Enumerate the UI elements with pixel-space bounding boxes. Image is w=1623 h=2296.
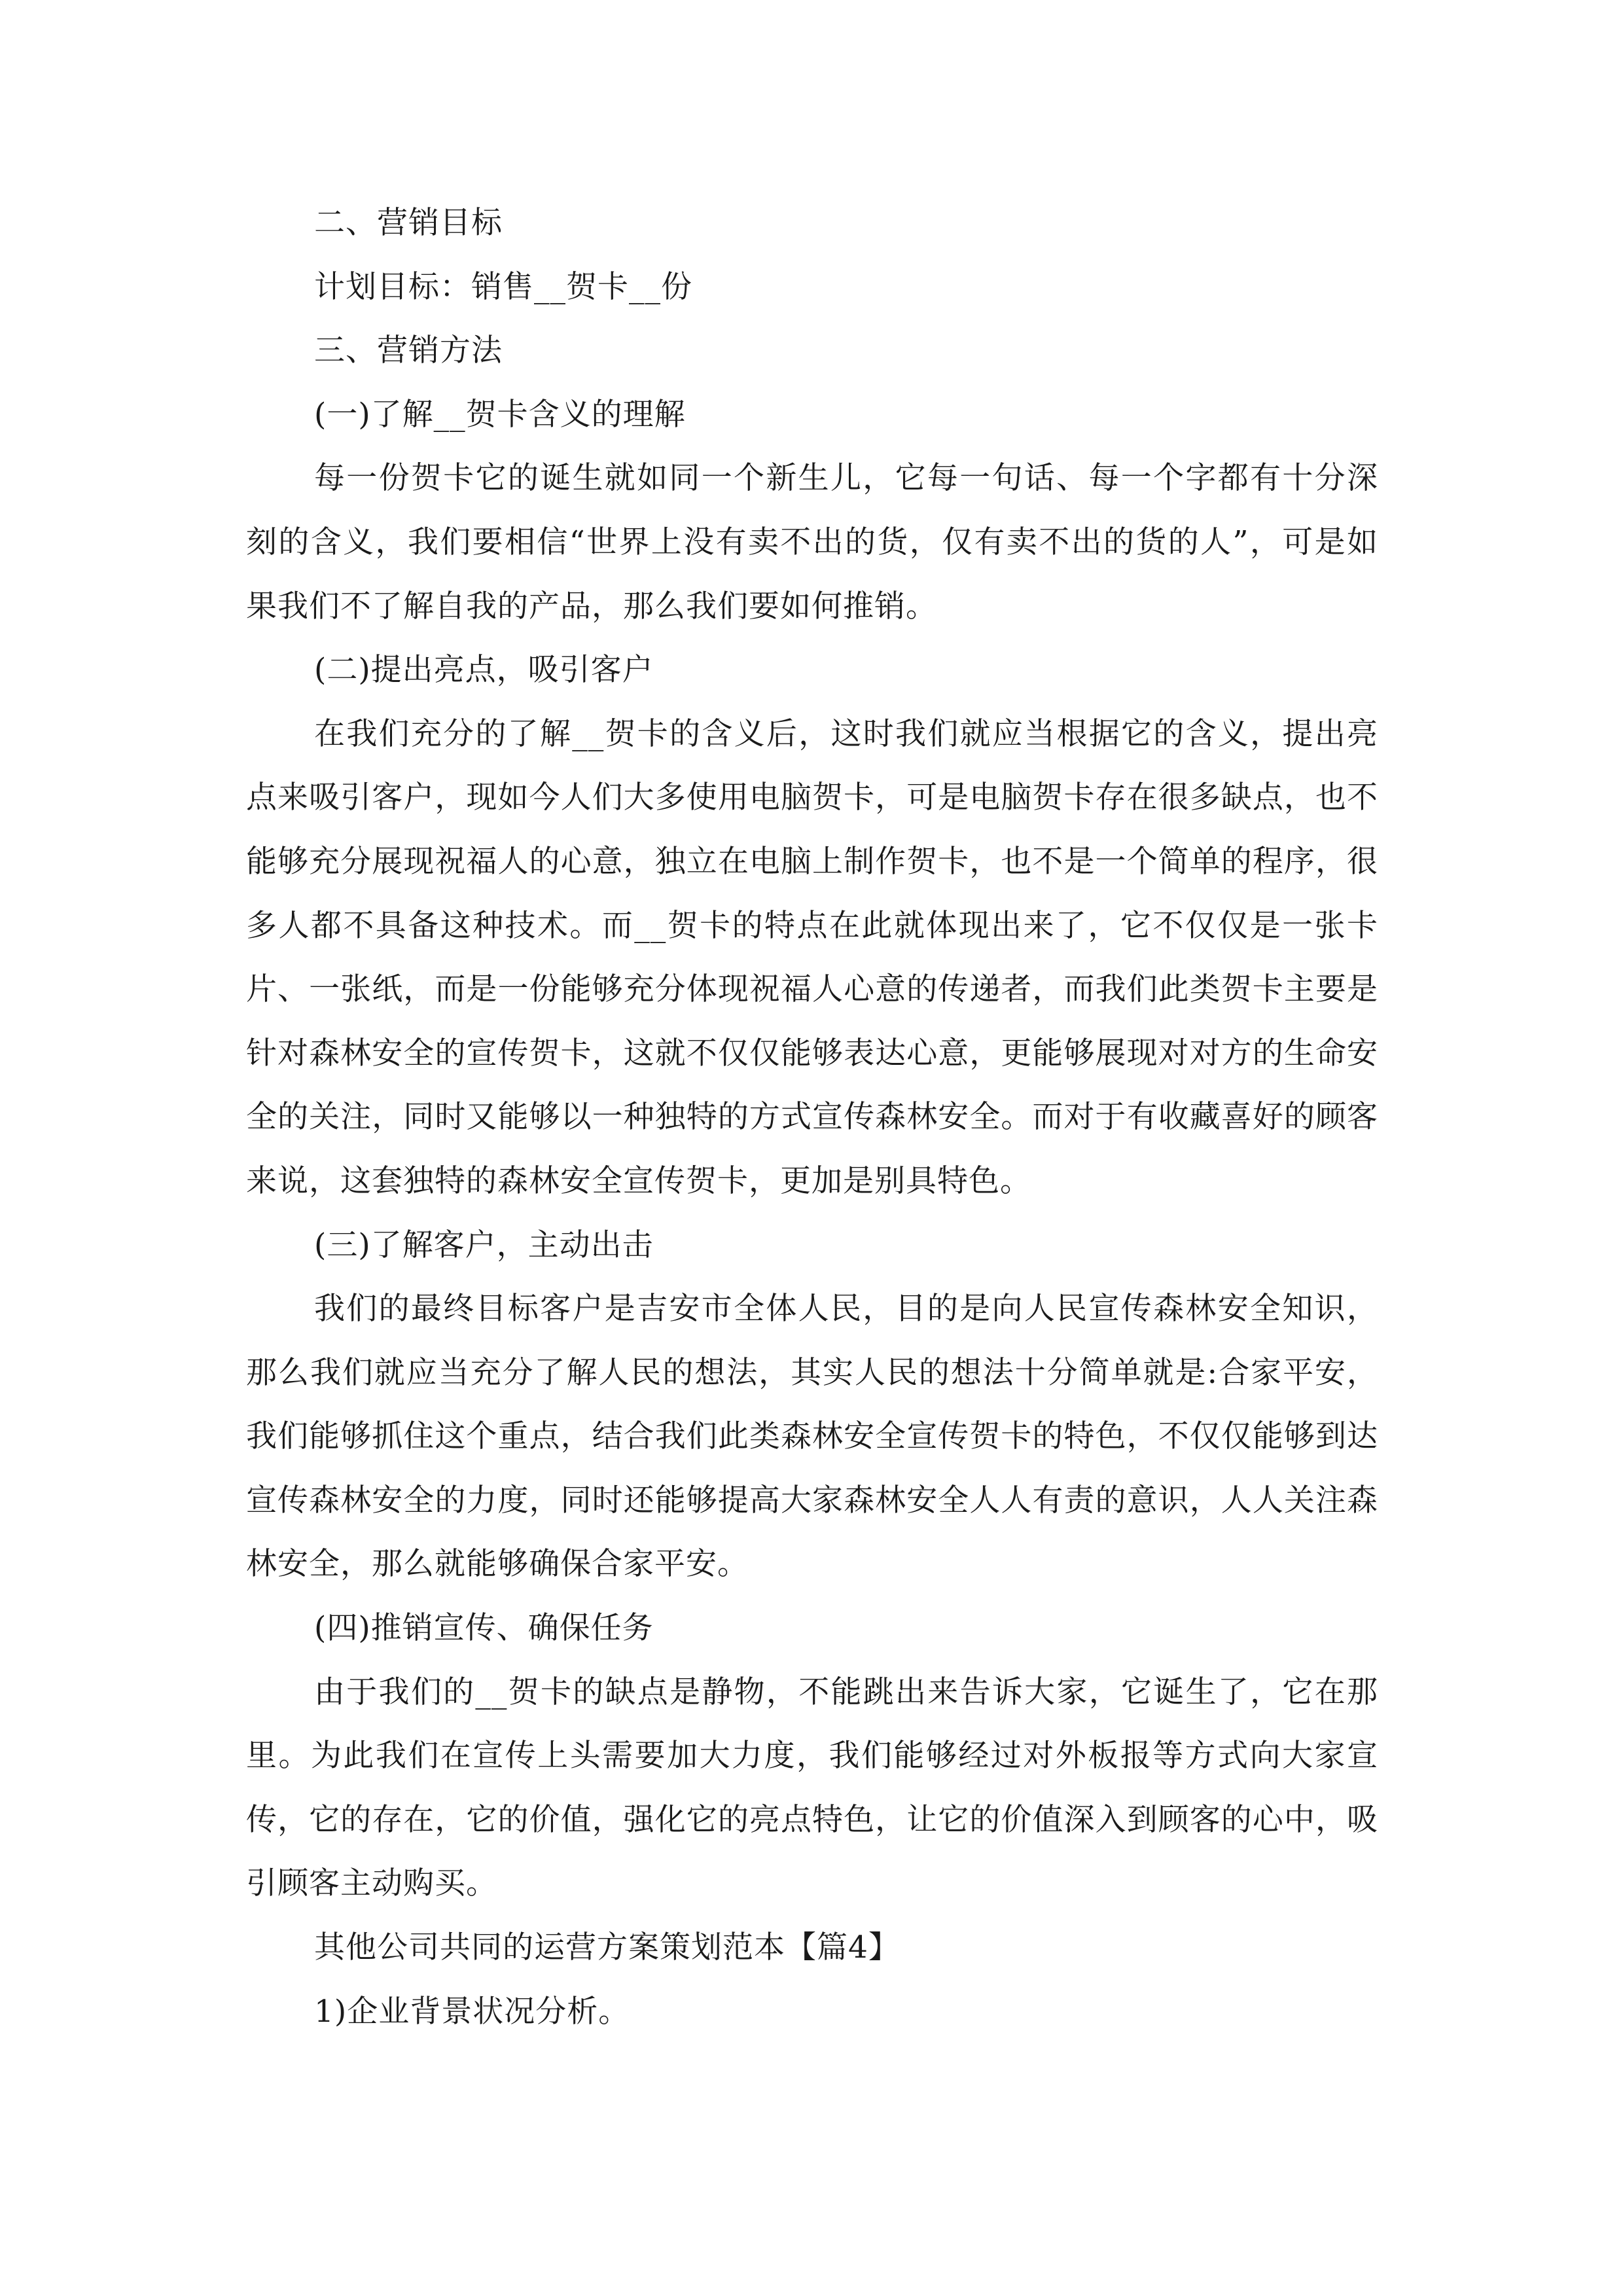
section-heading-template-4: 其他公司共同的运营方案策划范本【篇4】	[314, 1929, 900, 1966]
subheading-understand-meaning: (一)了解__贺卡含义的理解	[314, 396, 686, 433]
paragraph-highlights: 在我们充分的了解__贺卡的含义后，这时我们就应当根据它的含义，提出亮点来吸引客户，现如今人们大多使用电脑贺卡，可是电脑贺卡存在很多缺点，也不能够充分展现祝福人的心意，独立在电脑上制作贺卡，也不是一个简单的程序，很多人都不具备这种技术。而__贺卡的特点在此就体现出来了，它不仅仅是一张卡片、一张纸，而是一份能够充分体现祝福人心意的传递者，而我们此类贺卡主要是针对森林安全的宣传贺卡，这就不仅仅能够表达心意，更能够展现对对方的生命安全的关注，同时又能够以一种独特的方式宣传森林安全。而对于有收藏喜好的顾客来说，这套独特的森林安全宣传贺卡，更加是别具特色。	[246, 715, 1378, 1199]
paragraph-card-meaning: 每一份贺卡它的诞生就如同一个新生儿，它每一句话、每一个字都有十分深刻的含义，我们要相信“世界上没有卖不出的货，仅有卖不出的货的人”，可是如果我们不了解自我的产品，那么我们要如何推销。	[246, 460, 1378, 624]
document-body	[246, 191, 1378, 2043]
section-heading-marketing-method: 三、营销方法	[314, 332, 503, 369]
paragraph-customers: 我们的最终目标客户是吉安市全体人民，目的是向人民宣传森林安全知识，那么我们就应当充分了解人民的想法，其实人民的想法十分简单就是:合家平安，我们能够抓住这个重点，结合我们此类森林安全宣传贺卡的特色，不仅仅能够到达宣传森林安全的力度，同时还能够提高大家森林安全人人有责的意识，人人关注森林安全，那么就能够确保合家平安。	[246, 1291, 1378, 1583]
paragraph-promotion: 由于我们的__贺卡的缺点是静物，不能跳出来告诉大家，它诞生了，它在那里。为此我们在宣传上头需要加大力度，我们能够经过对外板报等方式向大家宣传，它的存在，它的价值，强化它的亮点特色，让它的价值深入到顾客的心中，吸引顾客主动购买。	[246, 1674, 1378, 1902]
subheading-promotion: (四)推销宣传、确保任务	[314, 1610, 654, 1647]
subheading-understand-customers: (三)了解客户，主动出击	[314, 1227, 654, 1263]
section-heading-marketing-goal: 二、营销目标	[314, 205, 503, 241]
paragraph-plan-target: 计划目标：销售__贺卡__份	[314, 268, 692, 305]
subheading-highlights: (二)提出亮点，吸引客户	[314, 652, 654, 689]
subheading-company-background: 1)企业背景状况分析。	[314, 1993, 630, 2030]
